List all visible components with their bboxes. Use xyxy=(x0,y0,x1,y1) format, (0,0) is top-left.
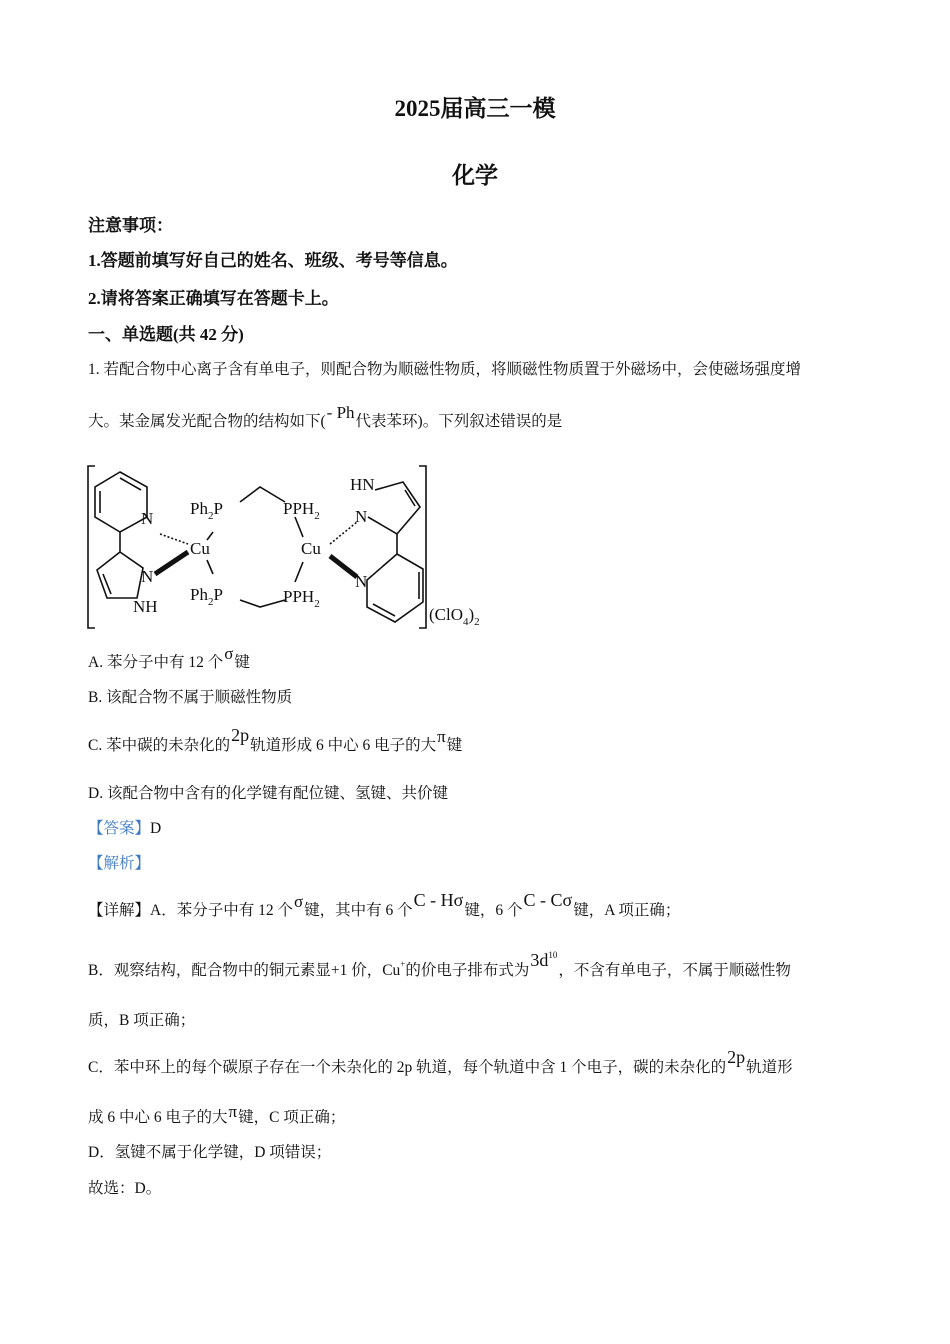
cu-charge-sup: + xyxy=(400,959,406,969)
left-bracket xyxy=(88,466,95,628)
atom-pph2-bottom xyxy=(283,587,320,610)
cc-sigma-symbol: C - Cσ xyxy=(523,890,573,910)
detail-c-3: 成 6 中心 6 电子的大 xyxy=(88,1109,228,1126)
question-stem-line-2 xyxy=(88,403,563,431)
detail-a-1: A．苯分子中有 12 个 xyxy=(150,902,293,919)
option-c-mid: 轨道形成 6 中心 6 电子的大 xyxy=(250,737,437,754)
atom-n2: N xyxy=(141,567,154,586)
detail-c-1: C．苯中环上的每个碳原子存在一个未杂化的 2p 轨道，每个轨道中含 1 个电子，碳的未杂化的 xyxy=(88,1059,727,1076)
ph-sub: 2 xyxy=(207,510,214,522)
clo-close: ) xyxy=(468,605,475,624)
detail-b-line-2: 质，B 项正确； xyxy=(88,1012,196,1029)
option-c-text: C. 苯中碳的未杂化的 xyxy=(88,737,231,754)
orbital-2p-symbol: 2p xyxy=(727,1047,746,1067)
pph-sub: 2 xyxy=(314,598,320,610)
detail-b-2: 的价电子排布式为 xyxy=(405,962,530,979)
pi-symbol: π xyxy=(437,727,446,746)
notice-item-1: 1.答题前填写好自己的姓名、班级、考号等信息。 xyxy=(88,251,458,270)
cu1-n-wedge-bond xyxy=(155,552,188,574)
option-a-post: 键 xyxy=(234,654,250,671)
option-a-text: A. 苯分子中有 12 个 xyxy=(88,654,224,671)
atom-n1: N xyxy=(141,509,154,528)
counter-ion xyxy=(429,605,480,628)
detail-a-3: 键，6 个 xyxy=(464,902,523,919)
section-heading: 一、单选题(共 42 分) xyxy=(88,325,244,344)
pph-text: PPH xyxy=(283,499,315,518)
clo-sub: 4 xyxy=(463,616,469,628)
option-c-post: 键 xyxy=(446,737,463,754)
ph-text: Ph xyxy=(190,499,208,518)
analysis-label: 【解析】 xyxy=(88,855,151,872)
detail-label: 【详解】 xyxy=(88,902,151,919)
right-pyrazole-ring xyxy=(368,482,420,534)
atom-hn: HN xyxy=(350,475,375,494)
cu2-n-dashed-bond xyxy=(330,522,357,544)
bottom-ch2-bridge xyxy=(240,600,285,607)
pph-text: PPH xyxy=(283,587,315,606)
option-b: B. 该配合物不属于顺磁性物质 xyxy=(88,689,293,706)
answer-value: D xyxy=(150,820,162,837)
atom-nh: NH xyxy=(133,597,158,616)
right-pyridine-ring xyxy=(367,554,423,622)
atom-cu1: Cu xyxy=(190,539,210,558)
detail-c-line-2 xyxy=(88,1102,346,1127)
pi-symbol: π xyxy=(228,1102,238,1121)
cu2-n-wedge-bond xyxy=(330,556,357,577)
copper-complex-structure xyxy=(85,462,505,634)
detail-b-line-1 xyxy=(88,950,791,980)
exam-title: 2025届高三一模 xyxy=(394,96,556,121)
question-stem-line-1: 1. 若配合物中心离子含有单电子，则配合物为顺磁性物质，将顺磁性物质置于外磁场中，会使磁场强度增 xyxy=(88,361,802,378)
p-text: P xyxy=(213,499,223,518)
cu1-n-dashed-bond xyxy=(160,534,188,544)
atom-pph2-top xyxy=(283,499,320,522)
answer-label: 【答案】 xyxy=(88,820,151,837)
atom-cu2: Cu xyxy=(301,539,321,558)
detail-d: D．氢键不属于化学键，D 项错误； xyxy=(88,1144,332,1161)
detail-a xyxy=(88,890,681,920)
option-d: D. 该配合物中含有的化学键有配位键、氢键、共价键 xyxy=(88,785,448,802)
detail-b-1: B．观察结构，配合物中的铜元素显+1 价，Cu xyxy=(88,962,401,979)
sigma-symbol: σ xyxy=(224,644,234,663)
atom-n4: N xyxy=(355,572,368,591)
detail-c-4: 键，C 项正确； xyxy=(238,1109,346,1126)
top-ch2-bridge xyxy=(240,487,285,502)
option-a xyxy=(88,644,250,672)
left-pyridine-ring xyxy=(95,472,147,532)
stem-text-b: 代表苯环)。下列叙述错误的是 xyxy=(355,413,563,430)
option-c xyxy=(88,725,463,755)
clo-sub2: 2 xyxy=(474,616,480,628)
cu1-p-bottom-bond xyxy=(207,560,213,574)
atom-n3: N xyxy=(355,507,368,526)
cu2-p-top-bond xyxy=(295,517,303,537)
detail-c-line-1 xyxy=(88,1047,793,1077)
detail-conclusion: 故选：D。 xyxy=(88,1180,162,1197)
left-pyridine-double-bonds xyxy=(100,478,141,513)
orbital-2p-symbol: 2p xyxy=(231,725,250,745)
detail-a-2: 键，其中有 6 个 xyxy=(304,902,413,919)
config-base: 3d xyxy=(530,950,549,970)
atom-ph2p-bottom xyxy=(190,585,223,608)
sigma-symbol: σ xyxy=(293,892,304,911)
clo-text: (ClO xyxy=(429,605,463,624)
detail-a-4: 键，A 项正确； xyxy=(573,902,681,919)
subject-title: 化学 xyxy=(452,163,498,188)
pph-sub: 2 xyxy=(314,510,320,522)
detail-b-3: ，不含有单电子，不属于顺磁性物 xyxy=(558,962,791,979)
notice-item-2: 2.请将答案正确填写在答题卡上。 xyxy=(88,289,339,308)
phenyl-symbol: - Ph xyxy=(326,403,355,422)
cu2-p-bottom-bond xyxy=(295,562,303,582)
electron-config-symbol xyxy=(530,950,557,970)
ch-sigma-symbol: C - Hσ xyxy=(413,890,464,910)
ph-sub: 2 xyxy=(207,596,214,608)
p-text: P xyxy=(213,585,223,604)
atom-ph2p-top xyxy=(190,499,223,522)
notice-heading: 注意事项： xyxy=(88,216,173,235)
detail-c-2: 轨道形 xyxy=(746,1059,793,1076)
config-sup: 10 xyxy=(548,950,558,960)
ph-text: Ph xyxy=(190,585,208,604)
stem-text-a: 大。某金属发光配合物的结构如下( xyxy=(88,413,326,430)
answer-line xyxy=(88,816,161,838)
